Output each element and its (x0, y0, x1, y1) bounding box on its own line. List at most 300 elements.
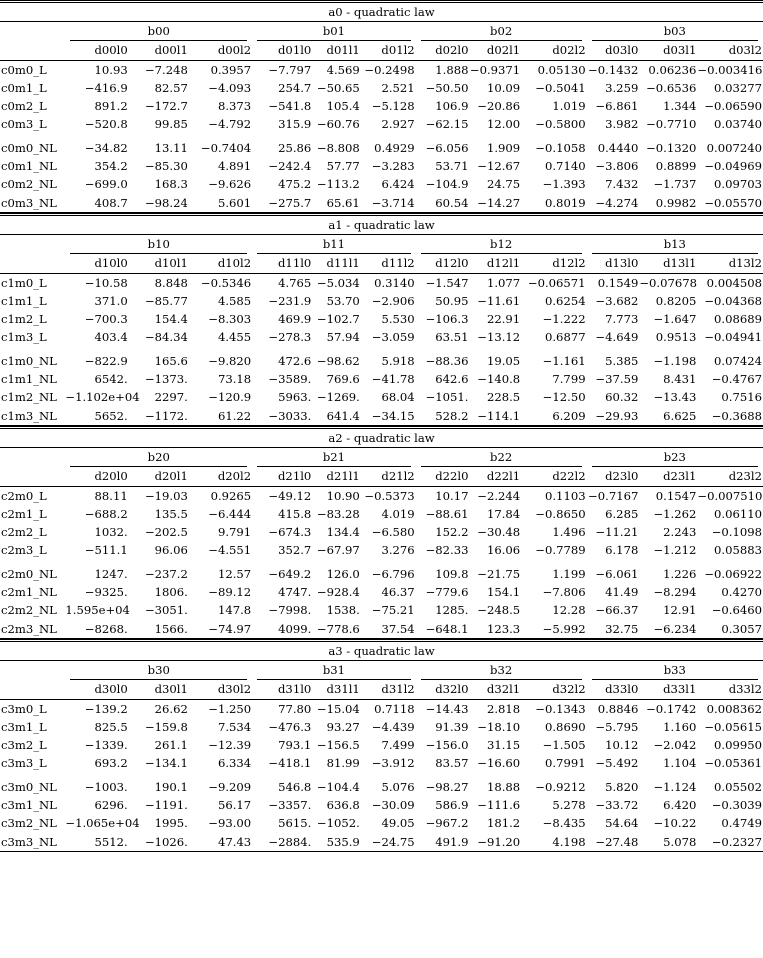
table-cell: −231.9 (268, 293, 312, 308)
table-cell: −967.2 (425, 816, 469, 831)
table-cell: 4747. (278, 585, 312, 600)
table-cell: 81.99 (326, 756, 360, 771)
table-cell: −14.27 (469, 194, 521, 213)
table-cell: 4.765 (278, 275, 312, 290)
group-header: b20 (70, 448, 247, 467)
table-cell: −106.3 (425, 312, 469, 327)
table-row (0, 505, 763, 523)
table-cell: 82.57 (154, 80, 188, 95)
table-cell: −0.1742 (646, 701, 697, 716)
group-header-cell (416, 661, 587, 681)
column-header: d30l2 (189, 680, 252, 699)
block-table (0, 639, 763, 852)
column-header: d12l0 (416, 254, 470, 273)
table-cell: −0.06922 (704, 566, 762, 581)
table-cell: −114.1 (469, 407, 521, 426)
table-cell: −1.547 (425, 275, 469, 290)
table-cell: 5.530 (381, 312, 415, 327)
group-header: b30 (70, 661, 247, 680)
table-cell: −928.4 (316, 585, 360, 600)
table-cell: 126.0 (326, 566, 360, 581)
table-cell: −83.28 (316, 506, 360, 521)
row-label: c1m3_NL (0, 407, 65, 426)
table-cell: −84.34 (144, 330, 188, 345)
column-header: d10l1 (129, 254, 189, 273)
table-cell: −98.62 (316, 353, 360, 368)
table-cell: −0.1098 (711, 525, 762, 540)
table-cell: 2.521 (381, 80, 415, 95)
table-cell: −688.2 (84, 506, 128, 521)
column-header: d31l1 (312, 680, 361, 699)
table-cell: 57.94 (326, 330, 360, 345)
group-header: b01 (257, 22, 411, 41)
table-cell: 63.51 (435, 330, 469, 345)
table-cell: 636.8 (326, 797, 360, 812)
table-cell: 16.06 (486, 543, 521, 558)
table-cell: 371.0 (94, 293, 128, 308)
group-header: b22 (421, 448, 582, 467)
column-header: d23l0 (587, 467, 640, 486)
table-row (0, 814, 763, 832)
table-cell: 6.625 (639, 407, 697, 426)
table-cell: 352.7 (278, 543, 312, 558)
table-cell: 6.285 (605, 506, 639, 521)
column-header-row (0, 680, 763, 699)
table-cell: −104.4 (316, 779, 360, 794)
table-row (0, 486, 763, 505)
table-cell: 37.54 (361, 620, 416, 639)
table-cell: 1247. (94, 566, 128, 581)
column-header: d30l0 (65, 680, 128, 699)
table-cell: 0.9513 (655, 330, 697, 345)
table-cell: 61.22 (189, 407, 252, 426)
table-cell: 1.160 (663, 719, 697, 734)
table-cell: 228.5 (486, 390, 521, 405)
group-header-cell (587, 235, 763, 255)
table-cell: 4.891 (217, 159, 252, 174)
table-cell: 12.57 (217, 566, 252, 581)
table-cell: −6.444 (208, 506, 252, 521)
column-header: d10l0 (65, 254, 128, 273)
table-cell: 0.3057 (697, 620, 763, 639)
table-cell: −1.065e+04 (65, 816, 140, 831)
table-cell: −1.124 (653, 779, 697, 794)
table-cell: −18.10 (477, 719, 521, 734)
table-cell: 0.7991 (545, 756, 586, 771)
table-cell: 6542. (94, 372, 128, 387)
block-title: a0 - quadratic law (0, 2, 763, 22)
table-cell: −7.797 (268, 62, 312, 77)
table-cell: −19.03 (144, 488, 188, 503)
table-cell: 1.344 (663, 99, 697, 114)
table-cell: −4.792 (208, 117, 252, 132)
table-cell: −74.97 (189, 620, 252, 639)
table-cell: −0.7404 (200, 140, 252, 155)
table-cell: −0.007510 (697, 488, 763, 503)
table-cell: 65.61 (312, 194, 361, 213)
table-cell: 32.75 (587, 620, 640, 639)
row-label: c1m0_NL (1, 353, 57, 368)
table-cell: 546.8 (278, 779, 312, 794)
table-cell: −4.274 (587, 194, 640, 213)
table-cell: −1.198 (653, 353, 697, 368)
table-cell: 0.06110 (714, 506, 762, 521)
group-header: b13 (592, 235, 758, 254)
table-cell: −248.5 (477, 603, 521, 618)
table-cell: −8.808 (316, 140, 360, 155)
table-cell: −1.647 (653, 312, 697, 327)
row-label: c1m2_NL (1, 390, 57, 405)
table-cell: −5.034 (316, 275, 360, 290)
group-header-cell (252, 22, 416, 42)
table-row (0, 79, 763, 97)
table-cell: 415.8 (278, 506, 312, 521)
table-cell: −49.12 (268, 488, 312, 503)
table-cell: −0.05361 (704, 756, 762, 771)
table-cell: −278.3 (268, 330, 312, 345)
group-header: b23 (592, 448, 758, 467)
table-cell: 0.1547 (655, 488, 697, 503)
table-cell: −0.9212 (535, 779, 586, 794)
table-cell: 109.8 (435, 566, 469, 581)
row-label: c0m3_NL (0, 194, 65, 213)
table-cell: 181.2 (486, 816, 521, 831)
row-label: c1m1_L (1, 293, 47, 308)
table-cell: 13.11 (154, 140, 188, 155)
table-row (0, 407, 763, 426)
table-cell: 6.178 (605, 543, 639, 558)
table-row (0, 60, 763, 79)
table-cell: −67.97 (316, 543, 360, 558)
table-cell: 0.03740 (714, 117, 762, 132)
row-label: c3m0_NL (1, 779, 57, 794)
table-row (0, 565, 763, 583)
table-cell: −172.7 (144, 99, 188, 114)
table-cell: 41.49 (605, 585, 639, 600)
column-header: d02l2 (521, 41, 586, 60)
row-label: c3m2_NL (1, 816, 57, 831)
table-cell: 0.7118 (374, 701, 415, 716)
table-cell: −1269. (316, 390, 360, 405)
table-cell: 25.86 (278, 140, 312, 155)
table-cell: 0.008362 (706, 701, 762, 716)
table-cell: −29.93 (587, 407, 640, 426)
block-table (0, 0, 763, 213)
table-cell: 4.455 (217, 330, 252, 345)
table-cell: 0.3140 (374, 275, 415, 290)
column-header: d03l1 (639, 41, 697, 60)
block-title-row (0, 640, 763, 660)
table-cell: −1.102e+04 (65, 390, 140, 405)
table-cell: −275.7 (252, 194, 312, 213)
table-cell: −9325. (84, 585, 128, 600)
table-cell: −159.8 (144, 719, 188, 734)
table-cell: 315.9 (278, 117, 312, 132)
table-cell: 12.00 (486, 117, 521, 132)
group-header-row (0, 22, 763, 42)
block-title: a3 - quadratic law (0, 640, 763, 660)
table-cell: −14.43 (425, 701, 469, 716)
table-cell: −41.78 (371, 372, 415, 387)
table-cell: −0.5346 (200, 275, 252, 290)
table-cell: 0.1549 (597, 275, 639, 290)
table-cell: −4.649 (595, 330, 639, 345)
table-cell: −3.912 (371, 756, 415, 771)
table-cell: 0.07424 (714, 353, 762, 368)
row-label: c2m2_L (1, 525, 47, 540)
table-cell: −779.6 (425, 585, 469, 600)
table-cell: 152.2 (435, 525, 469, 540)
table-cell: −476.3 (268, 719, 312, 734)
table-cell: 825.5 (94, 719, 128, 734)
table-row (0, 388, 763, 406)
table-cell: 22.91 (486, 312, 521, 327)
table-cell: −778.6 (312, 620, 361, 639)
column-header: d03l0 (587, 41, 640, 60)
group-header: b33 (592, 661, 758, 680)
table-cell: −202.5 (144, 525, 188, 540)
block-table (0, 213, 763, 426)
table-cell: 154.1 (486, 585, 521, 600)
block-title-row (0, 427, 763, 447)
table-cell: −0.5373 (364, 488, 415, 503)
group-header-cell (252, 661, 416, 681)
corner-cell (0, 41, 65, 60)
row-label: c1m2_L (1, 312, 47, 327)
block-title-row (0, 2, 763, 22)
table-cell: −674.3 (268, 525, 312, 540)
table-cell: 475.2 (278, 177, 312, 192)
table-cell: 7.799 (552, 372, 586, 387)
table-cell: −11.21 (595, 525, 639, 540)
group-header: b32 (421, 661, 582, 680)
table-cell: 0.08689 (714, 312, 762, 327)
table-cell: −0.04941 (704, 330, 762, 345)
table-cell: −418.1 (268, 756, 312, 771)
table-cell: 83.57 (435, 756, 469, 771)
table-cell: −8.303 (208, 312, 252, 327)
table-row (0, 292, 763, 310)
table-cell: −88.36 (425, 353, 469, 368)
table-cell: −0.05570 (697, 194, 763, 213)
table-row (0, 736, 763, 754)
table-cell: 10.12 (605, 738, 639, 753)
table-cell: 154.4 (154, 312, 188, 327)
table-cell: 5.601 (189, 194, 252, 213)
column-header: d12l1 (469, 254, 521, 273)
column-header: d01l1 (312, 41, 361, 60)
corner-cell (0, 680, 65, 699)
table-cell: 31.15 (486, 738, 521, 753)
table-cell: −1373. (144, 372, 188, 387)
table-cell: 73.18 (217, 372, 252, 387)
column-header: d21l0 (252, 467, 312, 486)
table-cell: −12.50 (542, 390, 586, 405)
corner-cell (0, 235, 65, 255)
table-cell: −7998. (268, 603, 312, 618)
row-label: c3m1_L (1, 719, 47, 734)
table-cell: 56.17 (217, 797, 252, 812)
row-label: c1m0_L (1, 275, 47, 290)
table-cell: 88.11 (94, 488, 128, 503)
group-header: b21 (257, 448, 411, 467)
table-cell: −15.04 (316, 701, 360, 716)
table-cell: 0.8019 (521, 194, 586, 213)
table-cell: −416.9 (84, 80, 128, 95)
table-cell: 123.3 (469, 620, 521, 639)
table-cell: −1172. (129, 407, 189, 426)
column-header: d21l1 (312, 467, 361, 486)
table-cell: 403.4 (94, 330, 128, 345)
table-cell: −3033. (252, 407, 312, 426)
column-header: d32l1 (469, 680, 521, 699)
table-cell: 9.791 (217, 525, 252, 540)
table-cell: −0.5041 (535, 80, 586, 95)
table-cell: 6.424 (381, 177, 415, 192)
table-cell: −1.393 (542, 177, 586, 192)
table-cell: −50.50 (425, 80, 469, 95)
row-label: c1m1_NL (1, 372, 57, 387)
row-label: c3m0_L (1, 701, 47, 716)
table-cell: −0.003416 (697, 62, 763, 77)
column-header: d13l0 (587, 254, 640, 273)
table-cell: −91.20 (469, 833, 521, 852)
table-cell: −1026. (129, 833, 189, 852)
row-label: c2m3_NL (0, 620, 65, 639)
table-cell: −2.906 (371, 293, 415, 308)
table-cell: 1.496 (552, 525, 586, 540)
table-cell: −1003. (84, 779, 128, 794)
table-cell: −0.8650 (535, 506, 586, 521)
table-cell: −0.9371 (469, 62, 521, 77)
table-cell: 2.927 (381, 117, 415, 132)
row-label: c3m3_NL (0, 833, 65, 852)
table-cell: −4.439 (371, 719, 415, 734)
table-cell: −8.294 (653, 585, 697, 600)
column-header: d00l2 (189, 41, 252, 60)
group-header-cell (65, 448, 252, 468)
column-header: d13l1 (639, 254, 697, 273)
table-cell: −156.5 (316, 738, 360, 753)
column-header: d22l2 (521, 467, 586, 486)
column-header: d23l1 (639, 467, 697, 486)
table-cell: −104.9 (425, 177, 469, 192)
table-cell: 8.848 (154, 275, 188, 290)
table-cell: −6.056 (425, 140, 469, 155)
table-row (0, 194, 763, 213)
table-cell: −75.21 (371, 603, 415, 618)
table-cell: 0.7516 (721, 390, 762, 405)
column-header: d22l0 (416, 467, 470, 486)
table-cell: −1.161 (542, 353, 586, 368)
table-cell: 190.1 (154, 779, 188, 794)
table-cell: −98.27 (425, 779, 469, 794)
table-cell: −3.714 (361, 194, 416, 213)
table-cell: 1.077 (486, 275, 521, 290)
column-header: d11l2 (361, 254, 416, 273)
table-cell: −1051. (425, 390, 469, 405)
column-header: d11l0 (252, 254, 312, 273)
table-row (0, 601, 763, 619)
table-cell: 10.17 (435, 488, 469, 503)
table-cell: 0.6877 (545, 330, 586, 345)
table-row (0, 157, 763, 175)
table-cell: 8.431 (663, 372, 697, 387)
table-cell: 12.28 (552, 603, 586, 618)
table-cell: 5.076 (381, 779, 415, 794)
corner-cell (0, 254, 65, 273)
table-cell: −1.212 (653, 543, 697, 558)
table-row (0, 754, 763, 772)
table-cell: −0.1058 (535, 140, 586, 155)
group-header-cell (416, 235, 587, 255)
block-title: a2 - quadratic law (0, 427, 763, 447)
table-cell: 1806. (154, 585, 188, 600)
table-cell: −24.75 (361, 833, 416, 852)
table-cell: −140.8 (477, 372, 521, 387)
table-cell: 53.70 (326, 293, 360, 308)
table-cell: −134.1 (144, 756, 188, 771)
table-cell: −33.72 (595, 797, 639, 812)
table-cell: 68.04 (381, 390, 415, 405)
table-cell: 0.9982 (639, 194, 697, 213)
table-cell: 693.2 (94, 756, 128, 771)
table-row (0, 778, 763, 796)
table-cell: 2.243 (663, 525, 697, 540)
group-header-cell (416, 448, 587, 468)
table-cell: −6.234 (639, 620, 697, 639)
table-cell: −6.061 (595, 566, 639, 581)
row-label: c3m2_L (1, 738, 47, 753)
table-cell: 1566. (129, 620, 189, 639)
row-label: c2m0_L (1, 488, 47, 503)
table-cell: −0.05615 (704, 719, 762, 734)
table-row (0, 273, 763, 292)
table-cell: −10.22 (653, 816, 697, 831)
table-cell: 105.4 (326, 99, 360, 114)
table-cell: −0.6536 (646, 80, 697, 95)
group-header: b12 (421, 235, 582, 254)
group-header: b00 (70, 22, 247, 41)
table-cell: 5.078 (639, 833, 697, 852)
table-cell: −5.128 (371, 99, 415, 114)
table-cell: −6.861 (595, 99, 639, 114)
column-header: d13l2 (697, 254, 763, 273)
table-cell: 1285. (435, 603, 469, 618)
table-cell: 0.05130 (537, 62, 586, 77)
column-header-row (0, 41, 763, 60)
group-header: b31 (257, 661, 411, 680)
group-header-cell (587, 22, 763, 42)
table-cell: −66.37 (595, 603, 639, 618)
column-header: d00l1 (129, 41, 189, 60)
table-cell: −5.992 (521, 620, 586, 639)
table-cell: −0.04368 (704, 293, 762, 308)
table-cell: −20.86 (477, 99, 521, 114)
column-header: d01l0 (252, 41, 312, 60)
table-row (0, 370, 763, 388)
table-cell: 5.278 (552, 797, 586, 812)
table-cell: 535.9 (312, 833, 361, 852)
group-header-cell (416, 22, 587, 42)
table-cell: 354.2 (94, 159, 128, 174)
group-header-cell (587, 448, 763, 468)
table-cell: 0.09950 (714, 738, 762, 753)
table-cell: −34.15 (361, 407, 416, 426)
table-cell: 408.7 (65, 194, 128, 213)
row-label: c0m0_L (1, 62, 47, 77)
table-cell: −0.04969 (704, 159, 762, 174)
